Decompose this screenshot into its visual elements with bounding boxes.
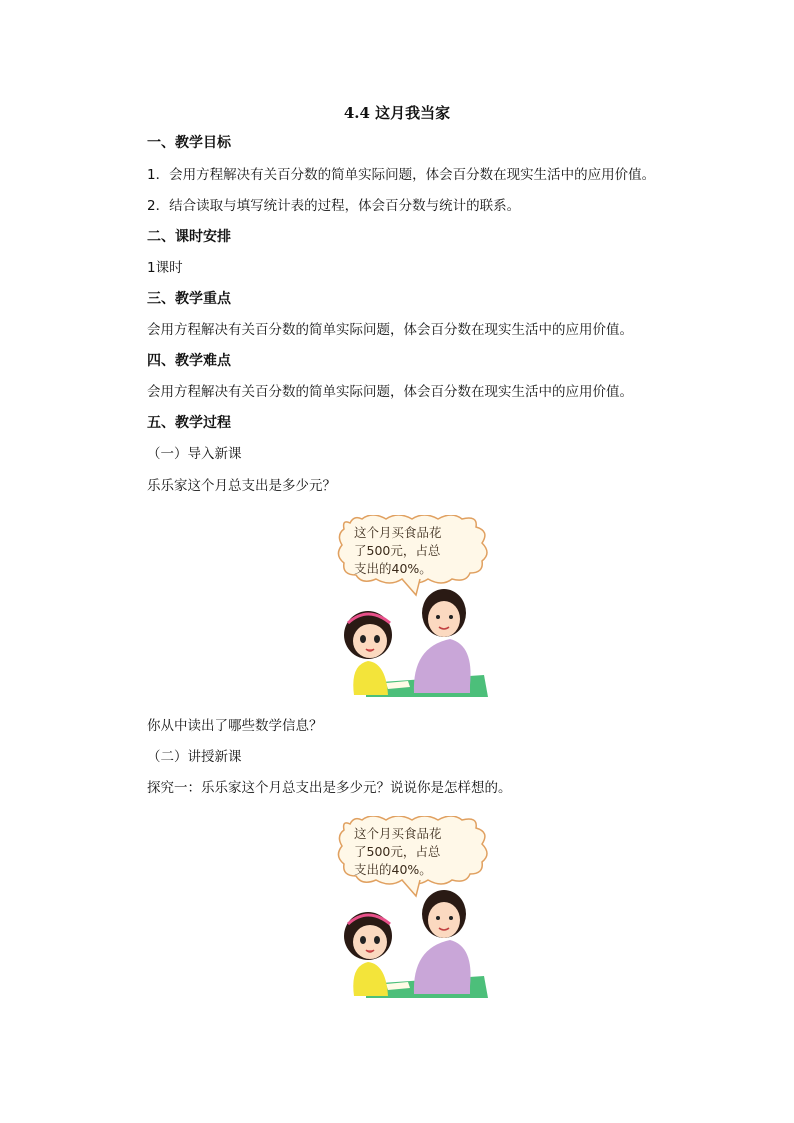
illustration-svg (332, 515, 492, 697)
bubble-line-2: 了500元，占总 (354, 543, 441, 558)
section-heading-process: 五、教学过程 (147, 415, 231, 431)
subsection-intro: （一）导入新课 (147, 446, 242, 462)
illustration-svg (332, 816, 492, 998)
speech-bubble-tail (402, 880, 420, 896)
illustration-mother-daughter-1 (332, 515, 492, 697)
section-heading-key-points: 三、教学重点 (147, 291, 231, 307)
section-heading-goals: 一、教学目标 (147, 135, 231, 151)
illustration-mother-daughter-2 (332, 816, 492, 998)
girl-face (353, 925, 387, 959)
bubble-line-3: 支出的40%。 (354, 862, 432, 877)
girl-body (353, 661, 388, 695)
bubble-line-2: 了500元，占总 (354, 844, 441, 859)
question-math-info: 你从中读出了哪些数学信息？ (147, 718, 323, 734)
goal-item-1: 1．会用方程解决有关百分数的简单实际问题，体会百分数在现实生活中的应用价值。 (147, 167, 656, 183)
key-points-text: 会用方程解决有关百分数的简单实际问题，体会百分数在现实生活中的应用价值。 (147, 322, 633, 338)
subsection-new-lesson: （二）讲授新课 (147, 749, 242, 765)
section-heading-schedule: 二、课时安排 (147, 229, 231, 245)
goal-item-2: 2．结合读取与填写统计表的过程，体会百分数与统计的联系。 (147, 198, 521, 214)
mother-face (428, 601, 460, 637)
mother-face (428, 902, 460, 938)
bubble-line-3: 支出的40%。 (354, 561, 432, 576)
girl-face (353, 624, 387, 658)
speech-bubble-tail (402, 579, 420, 595)
section-heading-difficulties: 四、教学难点 (147, 353, 231, 369)
mother-body (414, 639, 471, 693)
page-title: 4.4 这月我当家 (343, 104, 451, 122)
mother-body (414, 940, 471, 994)
question-total-spending: 乐乐家这个月总支出是多少元？ (147, 478, 336, 494)
difficulties-text: 会用方程解决有关百分数的简单实际问题，体会百分数在现实生活中的应用价值。 (147, 384, 633, 400)
schedule-text: 1课时 (147, 260, 183, 276)
girl-body (353, 962, 388, 996)
exploration-1: 探究一：乐乐家这个月总支出是多少元？说说你是怎样想的。 (147, 780, 512, 796)
bubble-line-1: 这个月买食品花 (354, 826, 442, 841)
bubble-line-1: 这个月买食品花 (354, 525, 442, 540)
